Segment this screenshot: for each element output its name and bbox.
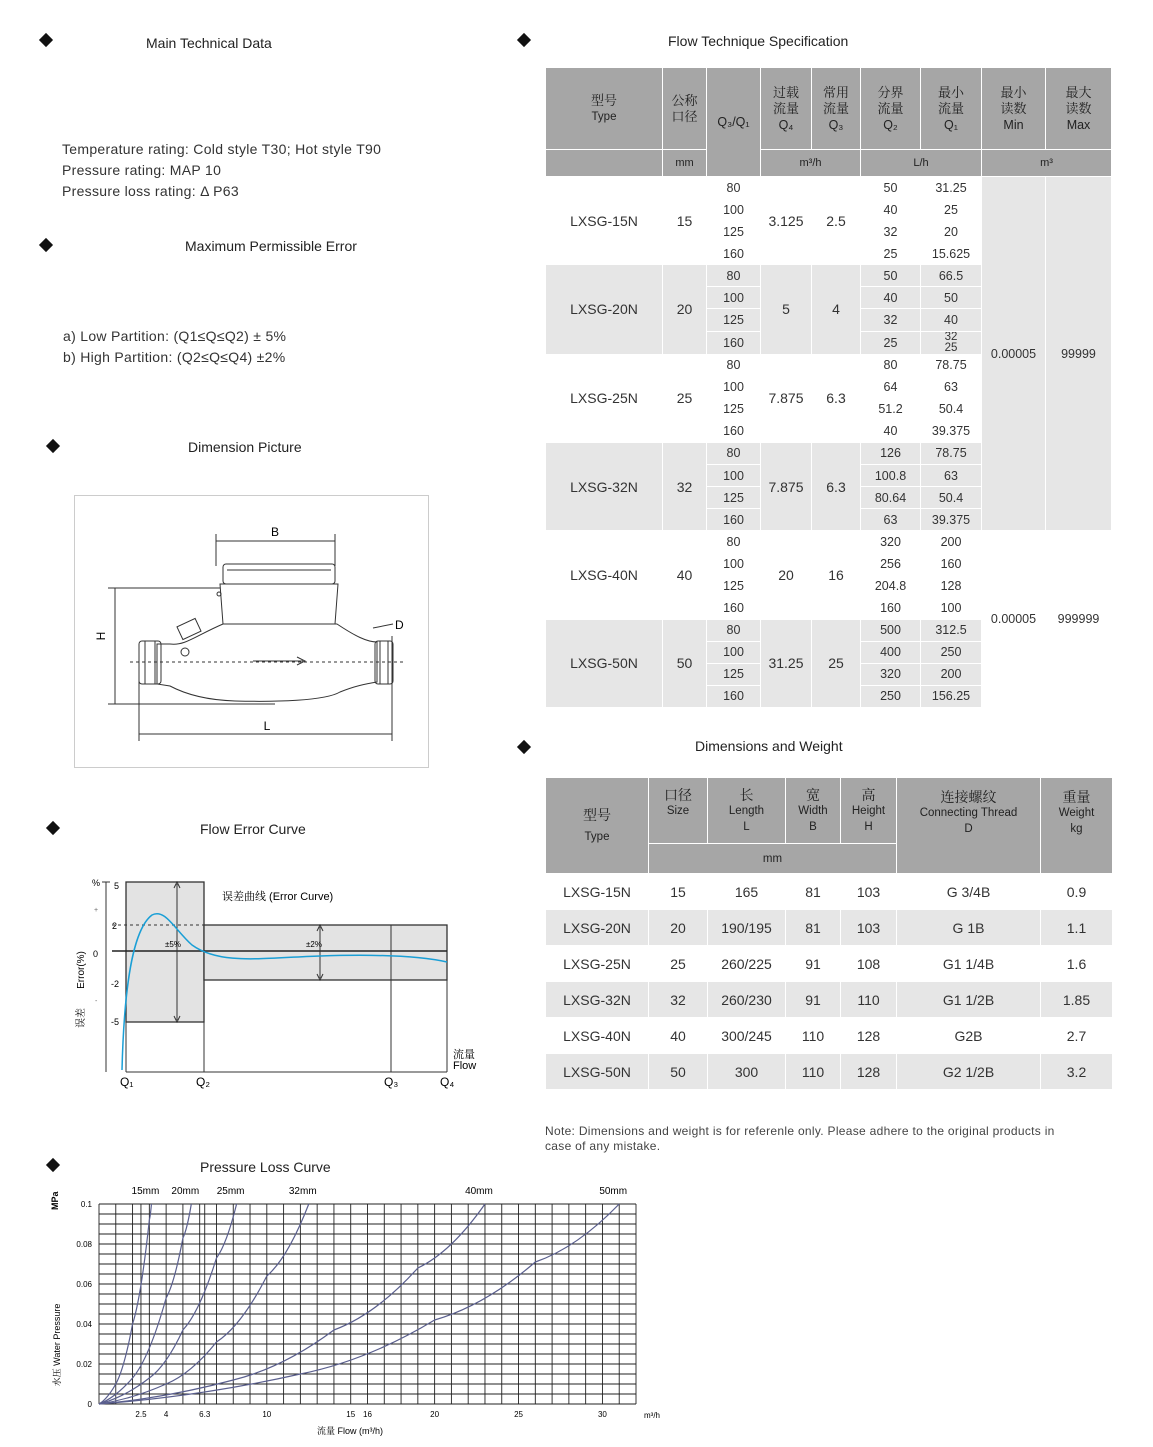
q2-cell: 400 — [861, 641, 921, 663]
tech-line-2: Pressure rating: MAP 10 — [62, 162, 222, 178]
flow-spec-title: Flow Technique Specification — [668, 33, 849, 49]
ytick-label: 0.1 — [80, 1200, 92, 1209]
th-q3: 常用 流量 Q₃ — [812, 68, 861, 150]
dims-cell: 300 — [708, 1054, 786, 1090]
dims-cell: G2 1/2B — [897, 1054, 1041, 1090]
bullet-diamond-icon — [39, 33, 53, 47]
q3-cell: 6.3 — [812, 442, 861, 530]
q2-cell: 126 — [861, 442, 921, 464]
q3-cell: 2.5 — [812, 177, 861, 265]
series-label: 32mm — [288, 1186, 317, 1197]
q2-cell: 500 — [861, 619, 921, 641]
ratio-cell: 80 — [707, 177, 761, 199]
th-unit-mm: mm — [663, 150, 707, 177]
ratio-cell: 100 — [707, 376, 761, 398]
flow-error-curve — [60, 870, 490, 1095]
ratio-cell: 80 — [707, 531, 761, 553]
ratio-cell: 80 — [707, 442, 761, 464]
q1-cell: 66.5 — [921, 265, 982, 287]
q3-cell: 16 — [812, 531, 861, 619]
dims-cell: 40 — [649, 1018, 708, 1054]
series-label: 40mm — [465, 1186, 493, 1197]
xtick-label: 30 — [597, 1410, 607, 1419]
dn-cell: 15 — [663, 177, 707, 265]
q2-cell: 40 — [861, 199, 921, 221]
q1-cell: 20 — [921, 221, 982, 243]
q2-cell: 100.8 — [861, 465, 921, 487]
dims-cell: 2.7 — [1041, 1018, 1113, 1054]
q2-cell: 50 — [861, 177, 921, 199]
model-cell: LXSG-15N — [546, 177, 663, 265]
model-cell: LXSG-20N — [546, 265, 663, 354]
dims-cell: 91 — [786, 946, 841, 982]
q1-cell: 39.375 — [921, 420, 982, 442]
dims-cell: 108 — [841, 946, 897, 982]
dims-cell: 1.1 — [1041, 910, 1113, 946]
q2-cell: 32 — [861, 221, 921, 243]
q4-cell: 7.875 — [761, 354, 812, 442]
dims-cell: 260/225 — [708, 946, 786, 982]
mpe-line-1: a) Low Partition: (Q1≤Q≤Q2) ± 5% — [63, 328, 287, 344]
dth-weight: 重量 Weight kg — [1041, 778, 1113, 874]
model-cell: LXSG-50N — [546, 619, 663, 707]
q1-cell: 78.75 — [921, 354, 982, 376]
dth-height: 高 Height H — [841, 778, 897, 844]
yunit-label: MPa — [50, 1191, 60, 1210]
q4-cell: 7.875 — [761, 442, 812, 530]
flow-table-row — [546, 531, 1112, 553]
dims-table-row — [546, 982, 1113, 1018]
ratio-cell: 100 — [707, 199, 761, 221]
model-cell: LXSG-40N — [546, 531, 663, 619]
dims-cell: 190/195 — [708, 910, 786, 946]
q3-cell: 25 — [812, 619, 861, 707]
bullet-diamond-icon — [46, 439, 60, 453]
q2-label: Q₂ — [196, 1075, 210, 1089]
dims-cell: 110 — [841, 982, 897, 1018]
q2-cell: 40 — [861, 287, 921, 309]
model-cell: LXSG-40N — [546, 1018, 649, 1054]
error-unit-label: % — [92, 878, 101, 888]
flow-err-title: Flow Error Curve — [200, 821, 306, 837]
q1-cell: 312.5 — [921, 619, 982, 641]
model-cell: LXSG-32N — [546, 982, 649, 1018]
q1-cell: 200 — [921, 531, 982, 553]
dim-h-label: H — [94, 631, 108, 641]
dth-size: 口径 Size — [649, 778, 708, 844]
q1-cell: 160 — [921, 553, 982, 575]
dims-cell: 103 — [841, 910, 897, 946]
dth-width: 宽 Width B — [786, 778, 841, 844]
xunit-label: m³/h — [644, 1411, 660, 1420]
xtick-label: 2.5 — [135, 1410, 147, 1419]
ytick-label: 0.02 — [76, 1360, 92, 1369]
dims-cell: 91 — [786, 982, 841, 1018]
th-max: 最大 读数 Max — [1046, 68, 1112, 150]
dims-cell: G1 1/2B — [897, 982, 1041, 1018]
q3-label: Q₃ — [384, 1075, 399, 1089]
error-curve-title: 误差曲线 (Error Curve) — [222, 891, 334, 903]
main-tech-title: Main Technical Data — [146, 35, 272, 51]
ratio-cell: 100 — [707, 287, 761, 309]
dims-cell: 25 — [649, 946, 708, 982]
dims-table-row — [546, 1018, 1113, 1054]
tech-line-3: Pressure loss rating: Δ P63 — [62, 183, 239, 199]
dims-table-row — [546, 874, 1113, 910]
q1-cell: 50 — [921, 287, 982, 309]
th-min: 最小 读数 Min — [982, 68, 1046, 150]
min-reading-cell: 0.00005 — [982, 177, 1046, 531]
q1-cell: 78.75 — [921, 442, 982, 464]
q1-cell: 100 — [921, 597, 982, 619]
ytick-label: 0.06 — [76, 1280, 92, 1289]
model-cell: LXSG-15N — [546, 874, 649, 910]
ratio-cell: 80 — [707, 265, 761, 287]
th-ratio: Q₃/Q₁ — [707, 68, 761, 177]
ratio-cell: 160 — [707, 331, 761, 354]
ratio-cell: 160 — [707, 243, 761, 265]
max-reading-cell: 999999 — [1046, 531, 1112, 708]
dim-pic-title: Dimension Picture — [188, 439, 302, 455]
q2-cell: 204.8 — [861, 575, 921, 597]
xtick-label: 15 — [346, 1410, 356, 1419]
dims-cell: 165 — [708, 874, 786, 910]
ratio-cell: 160 — [707, 597, 761, 619]
q2-cell: 320 — [861, 531, 921, 553]
q2-cell: 50 — [861, 265, 921, 287]
dim-d-label: D — [395, 618, 404, 632]
model-cell: LXSG-25N — [546, 946, 649, 982]
ytick-0: 0 — [93, 949, 99, 959]
ytick-neg5: -5 — [111, 1017, 120, 1027]
dth-type: 型号 Type — [546, 778, 649, 874]
ylabel: 水压 Water Pressure — [52, 1303, 62, 1387]
ratio-cell: 80 — [707, 619, 761, 641]
q2-cell: 25 — [861, 331, 921, 354]
bullet-diamond-icon — [517, 740, 531, 754]
q1-cell: 39.375 — [921, 509, 982, 531]
dims-cell: 50 — [649, 1054, 708, 1090]
model-cell: LXSG-32N — [546, 442, 663, 530]
q4-cell: 20 — [761, 531, 812, 619]
dims-cell: 128 — [841, 1018, 897, 1054]
q1-cell: 250 — [921, 641, 982, 663]
q2-cell: 160 — [861, 597, 921, 619]
dims-cell: 260/230 — [708, 982, 786, 1018]
q4-label: Q₄ — [440, 1075, 455, 1089]
bullet-diamond-icon — [517, 33, 531, 47]
dimension-picture — [74, 495, 429, 768]
ytick-label: 0.04 — [76, 1320, 92, 1329]
q2-cell: 80.64 — [861, 487, 921, 509]
th-q1: 最小 流量 Q₁ — [921, 68, 982, 150]
dims-cell: 81 — [786, 874, 841, 910]
ratio-cell: 80 — [707, 354, 761, 376]
q1-value: 32 — [944, 331, 958, 343]
xtick-label: 20 — [430, 1410, 440, 1419]
dims-table-row — [546, 1054, 1113, 1090]
q1-value: 25 — [944, 341, 958, 354]
dims-cell: 20 — [649, 910, 708, 946]
ratio-cell: 100 — [707, 553, 761, 575]
band-high-label: ±2% — [306, 940, 322, 949]
error-ylabel-cn: 误差 — [76, 1008, 87, 1028]
ratio-cell: 125 — [707, 575, 761, 597]
dims-cell: 0.9 — [1041, 874, 1113, 910]
dims-cell: G2B — [897, 1018, 1041, 1054]
q1-cell: 156.25 — [921, 685, 982, 707]
dims-cell: 15 — [649, 874, 708, 910]
min-reading-cell: 0.00005 — [982, 531, 1046, 708]
q1-cell: 50.4 — [921, 487, 982, 509]
dn-cell: 20 — [663, 265, 707, 354]
ratio-cell: 160 — [707, 685, 761, 707]
dn-cell: 32 — [663, 442, 707, 530]
error-ylabel-en: Error(%) — [76, 951, 87, 989]
dim-b-label: B — [270, 525, 280, 539]
flow-table-row — [546, 177, 1112, 199]
dims-cell: 128 — [841, 1054, 897, 1090]
tech-line-1: Temperature rating: Cold style T30; Hot style T90 — [62, 141, 382, 157]
ratio-cell: 160 — [707, 420, 761, 442]
q4-cell: 5 — [761, 265, 812, 354]
ratio-cell: 125 — [707, 663, 761, 685]
ratio-cell: 100 — [707, 641, 761, 663]
ratio-cell: 125 — [707, 398, 761, 420]
flow-cn-label: 流量 — [453, 1049, 475, 1061]
dims-weight-table — [545, 777, 1113, 1090]
dims-cell: G 3/4B — [897, 874, 1041, 910]
dims-cell: G1 1/4B — [897, 946, 1041, 982]
q2-cell: 320 — [861, 663, 921, 685]
xlabel: 流量 Flow (m³/h) — [317, 1426, 383, 1436]
dth-thread: 连接螺纹 Connecting Thread D — [897, 778, 1041, 874]
th-type: 型号 Type — [546, 68, 663, 150]
q2-cell: 40 — [861, 420, 921, 442]
ratio-cell: 160 — [707, 509, 761, 531]
th-unit-m3h: m³/h — [761, 150, 861, 177]
q1-cell: 63 — [921, 376, 982, 398]
band-low-label: ±5% — [165, 940, 181, 949]
q3-cell: 6.3 — [812, 354, 861, 442]
dims-cell: 32 — [649, 982, 708, 1018]
dims-weight-title: Dimensions and Weight — [695, 738, 843, 754]
dth-length: 长 Length L — [708, 778, 786, 844]
q2-cell: 32 — [861, 309, 921, 331]
pressure-loss-title: Pressure Loss Curve — [200, 1159, 331, 1175]
q1-cell: 200 — [921, 663, 982, 685]
q2-cell: 64 — [861, 376, 921, 398]
note-text: Note: Dimensions and weight is for referenle only. Please adhere to the original products in case of any mistake. — [545, 1124, 1055, 1153]
bullet-diamond-icon — [39, 238, 53, 252]
ytick-neg2: -2 — [111, 979, 120, 989]
q1-cell: 40 — [921, 309, 982, 331]
plus-sign: + — [94, 907, 99, 914]
th-q4: 过载 流量 Q₄ — [761, 68, 812, 150]
dims-cell: 110 — [786, 1054, 841, 1090]
q1-cell: 63 — [921, 465, 982, 487]
dth-unit: mm — [649, 844, 897, 874]
dn-cell: 40 — [663, 531, 707, 619]
bullet-diamond-icon — [46, 821, 60, 835]
ratio-cell: 100 — [707, 465, 761, 487]
dn-cell: 50 — [663, 619, 707, 707]
model-cell: LXSG-20N — [546, 910, 649, 946]
q2-cell: 51.2 — [861, 398, 921, 420]
ratio-cell: 125 — [707, 221, 761, 243]
dims-cell: 300/245 — [708, 1018, 786, 1054]
dims-cell: 3.2 — [1041, 1054, 1113, 1090]
pressure-loss-chart — [40, 1180, 680, 1442]
xtick-label: 25 — [514, 1410, 523, 1419]
ytick-5: 5 — [114, 881, 120, 891]
q2-cell: 25 — [861, 243, 921, 265]
model-cell: LXSG-50N — [546, 1054, 649, 1090]
dims-table-row — [546, 946, 1113, 982]
series-label: 15mm — [131, 1186, 160, 1197]
flow-spec-table — [545, 67, 1112, 708]
ytick-2: 2 — [112, 921, 118, 931]
ytick-label: 0.08 — [76, 1240, 92, 1249]
xtick-label: 16 — [363, 1410, 372, 1419]
th-unit-lh: L/h — [861, 150, 982, 177]
q3-cell: 4 — [812, 265, 861, 354]
series-label: 25mm — [216, 1186, 245, 1197]
series-label: 50mm — [599, 1186, 628, 1197]
model-cell: LXSG-25N — [546, 354, 663, 442]
q4-cell: 31.25 — [761, 619, 812, 707]
q2-cell: 80 — [861, 354, 921, 376]
q2-cell: 250 — [861, 685, 921, 707]
dims-cell: 103 — [841, 874, 897, 910]
th-dn: 公称 口径 — [663, 68, 707, 150]
q1-cell: 25 — [921, 199, 982, 221]
series-label: 20mm — [171, 1186, 200, 1197]
xtick-label: 10 — [262, 1410, 272, 1419]
dim-l-label: L — [263, 719, 271, 733]
q1-cell: 15.625 — [921, 243, 982, 265]
xtick-label: 4 — [163, 1410, 169, 1419]
bullet-diamond-icon — [46, 1158, 60, 1172]
dims-cell: 1.6 — [1041, 946, 1113, 982]
th-unit-m3: m³ — [982, 150, 1112, 177]
ratio-cell: 125 — [707, 487, 761, 509]
flow-en-label: Flow — [453, 1060, 477, 1072]
q1-cell: 128 — [921, 575, 982, 597]
dims-cell: G 1B — [897, 910, 1041, 946]
dims-cell: 1.85 — [1041, 982, 1113, 1018]
q2-cell: 256 — [861, 553, 921, 575]
dims-cell: 81 — [786, 910, 841, 946]
q1-cell: 50.4 — [921, 398, 982, 420]
ytick-label: 0 — [87, 1400, 92, 1409]
mpe-line-2: b) High Partition: (Q2≤Q≤Q4) ±2% — [63, 349, 286, 365]
minus-sign: - — [95, 998, 98, 1005]
mpe-title: Maximum Permissible Error — [185, 238, 357, 254]
ratio-cell: 125 — [707, 309, 761, 331]
q1-label: Q₁ — [120, 1075, 134, 1089]
xtick-label: 6.3 — [199, 1410, 211, 1419]
dims-cell: 110 — [786, 1018, 841, 1054]
q2-cell: 63 — [861, 509, 921, 531]
max-reading-cell: 99999 — [1046, 177, 1112, 531]
q1-cell — [921, 331, 982, 354]
th-q2: 分界 流量 Q₂ — [861, 68, 921, 150]
dn-cell: 25 — [663, 354, 707, 442]
dims-table-row — [546, 910, 1113, 946]
th-unit-blank — [546, 150, 663, 177]
q1-cell: 31.25 — [921, 177, 982, 199]
q4-cell: 3.125 — [761, 177, 812, 265]
